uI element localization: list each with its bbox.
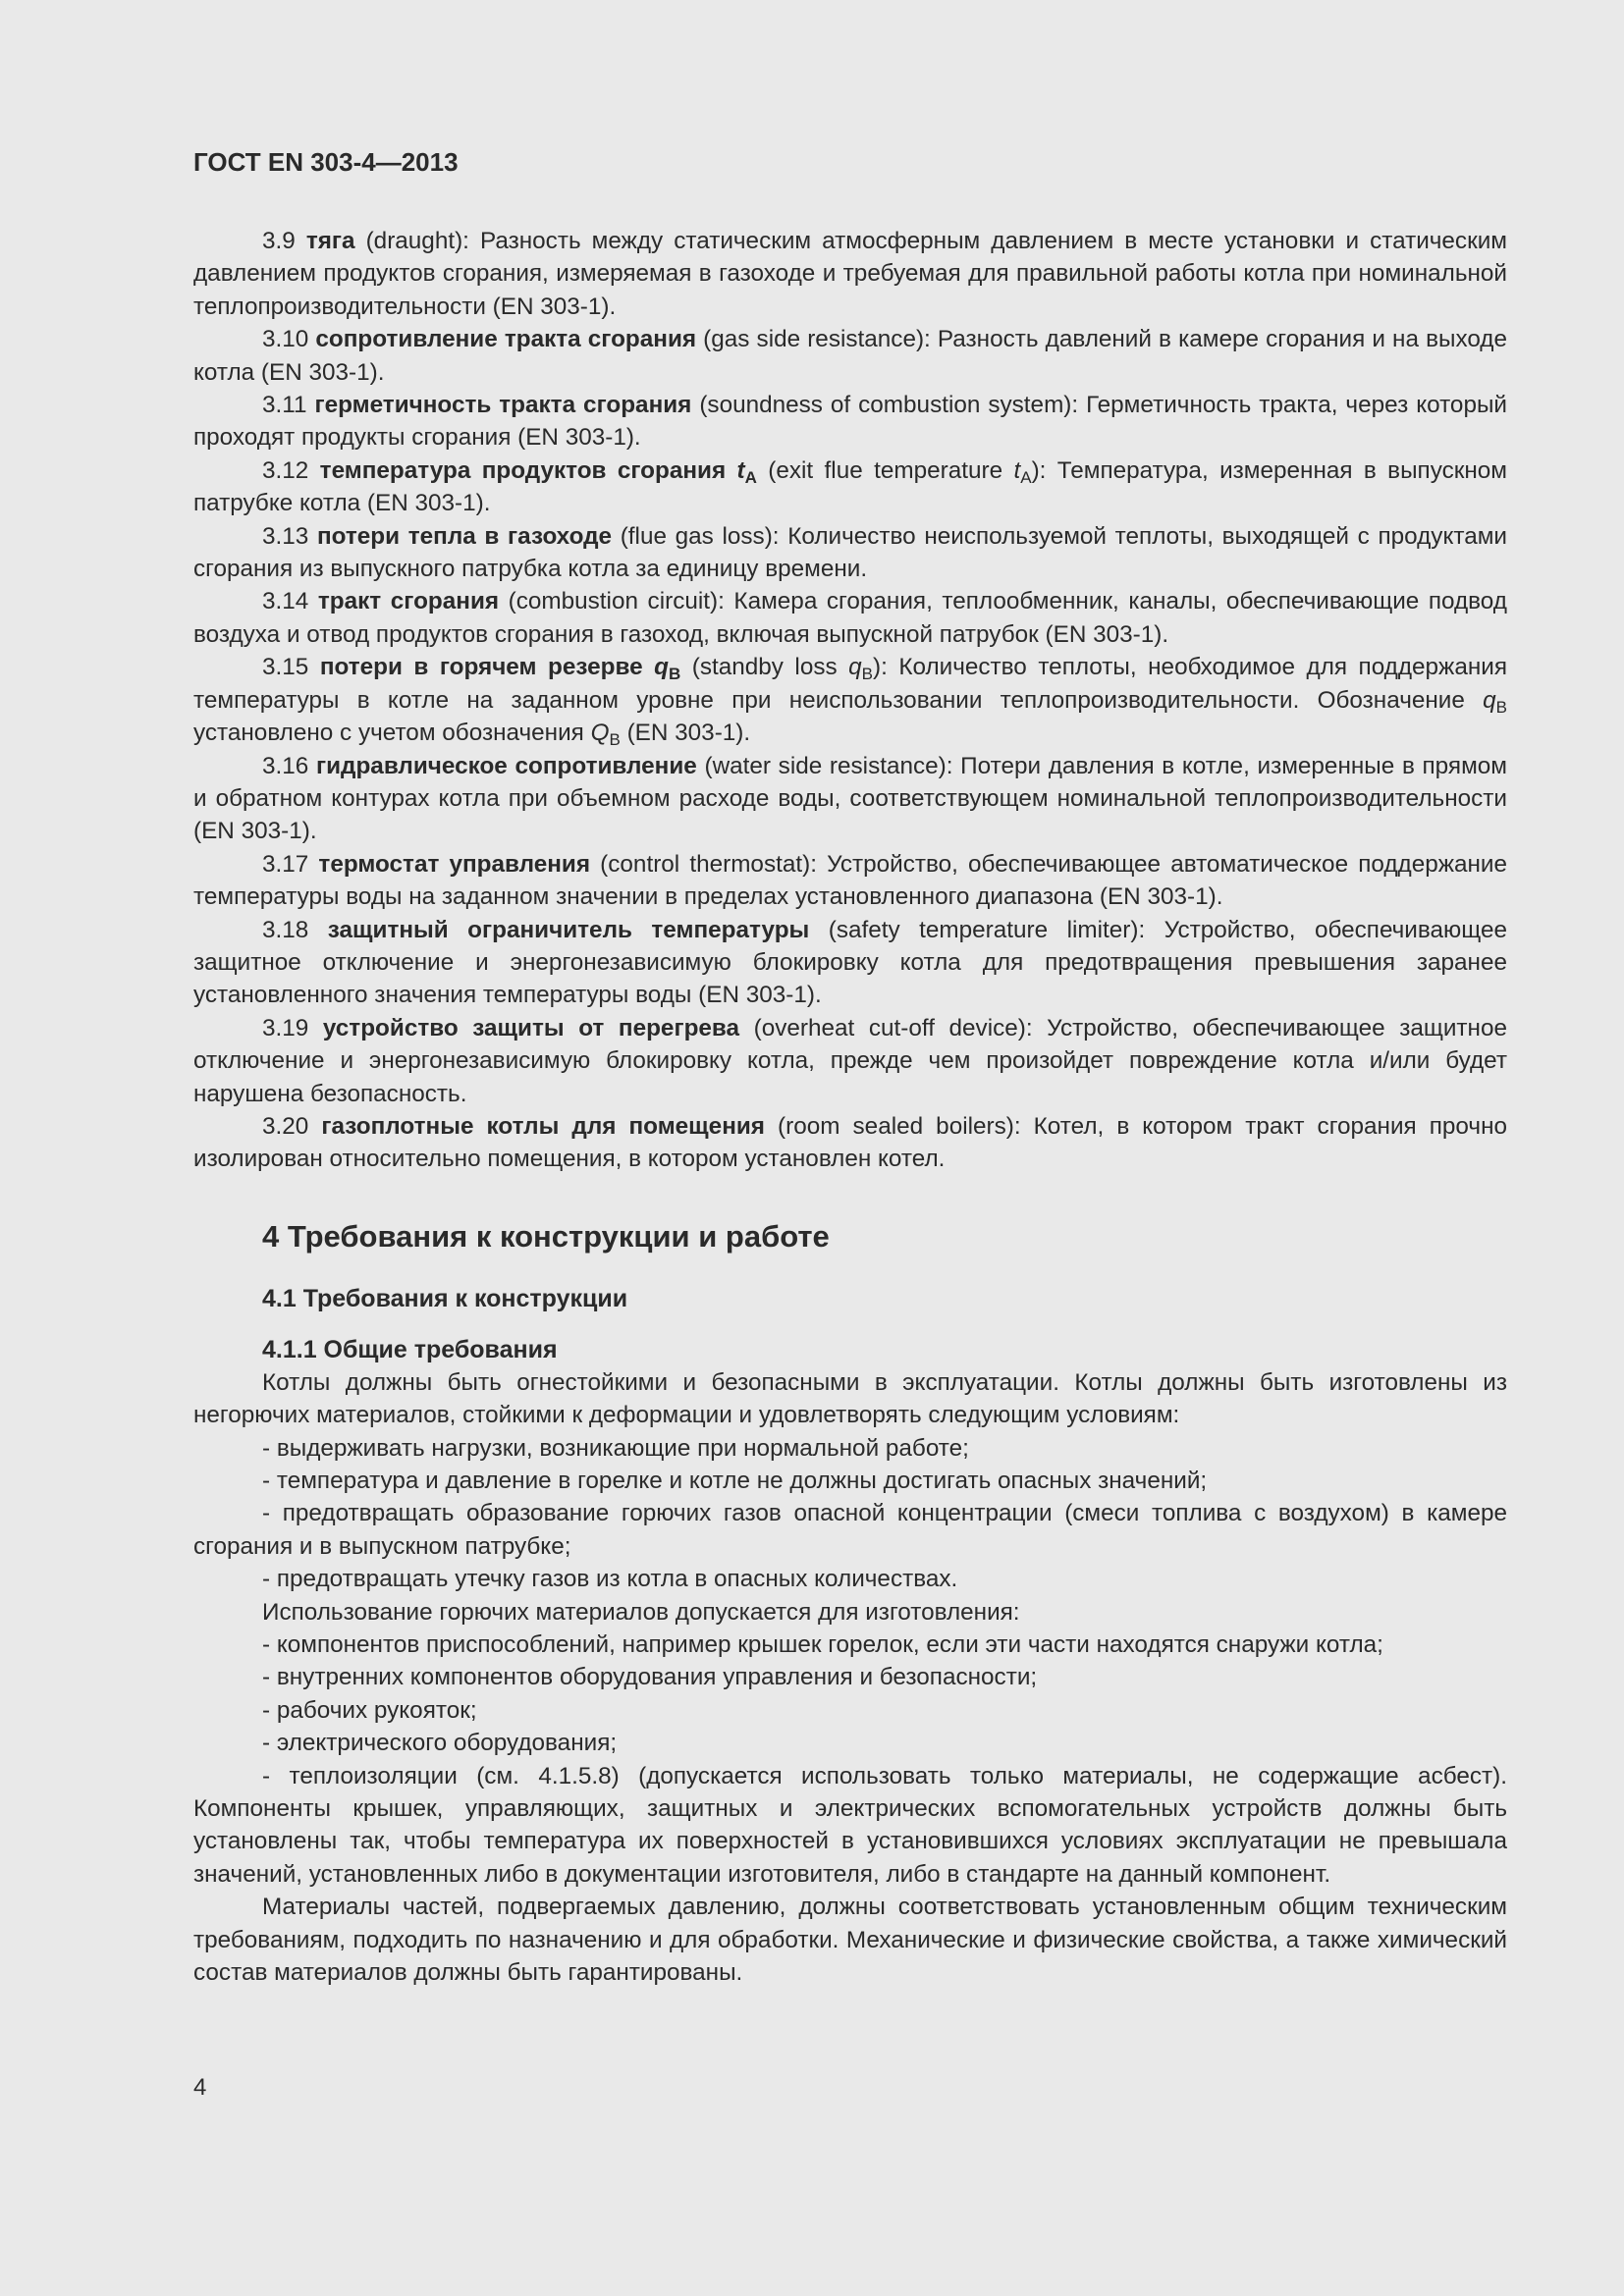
subsubsection-heading: 4.1.1 Общие требования <box>262 1335 558 1363</box>
symbol-sub: B <box>861 665 873 684</box>
list-item: - теплоизоляции (см. 4.1.5.8) (допускается использовать только материалы, не содержащие асбест). Компоненты крышек, управляющих, защитных и электрических вспомогательных устройств должны быть установлены так, чтобы температура их поверхностей в установившихся условиях эксплуатации не превышала значений, установленных либо в документации изготовителя, либо в стандарте на данный компонент. <box>193 1762 1507 1888</box>
term-definition: (combustion circuit): Камера сгорания, теплообменник, каналы, обеспечивающие подвод воздуха и отвод продуктов сгорания в газоход, включая выпускной патрубок (EN 303-1). <box>193 588 1507 648</box>
term-name: устройство защиты от перегрева <box>322 1014 740 1041</box>
list-item: - температура и давление в горелке и котле не должны достигать опасных значений; <box>262 1468 1208 1494</box>
term-definition: (gas side resistance): Разность давлений в камере сгорания и на выходе котла (EN 303-1). <box>193 326 1507 386</box>
term-name: сопротивление тракта сгорания <box>315 326 697 353</box>
term-number: 3.20 <box>262 1112 309 1140</box>
term-definition: ): Температура, измеренная в выпускном патрубке котла (EN 303-1). <box>193 456 1507 517</box>
term-number: 3.12 <box>262 456 309 484</box>
term-3-11 <box>193 389 1507 454</box>
term-definition: (safety temperature limiter): Устройство, обеспечивающее защитное отключение и энергонезависимую блокировку котла для предотвращения превышения заранее установленного значения температуры воды (EN 303-1). <box>193 916 1507 1009</box>
list-item: - компонентов приспособлений, например крышек горелок, если эти части находятся снаружи котла; <box>262 1631 1383 1659</box>
symbol-sub: B <box>1495 697 1507 717</box>
term-3-19 <box>193 1012 1507 1110</box>
symbol: q <box>654 654 669 681</box>
term-definition: ): Количество теплоты, необходимое для поддержания температуры в котле на заданном уровне при неиспользовании теплопроизводительности. Обозначение <box>193 654 1507 714</box>
term-name: потери тепла в газоходе <box>316 522 613 550</box>
symbol-sub: A <box>1020 467 1032 487</box>
term-number: 3.10 <box>262 326 309 353</box>
term-number: 3.13 <box>262 522 309 550</box>
list-item: - предотвращать образование горючих газов опасной концентрации (смеси топлива с воздухом) в камере сгорания и в выпускном патрубке; <box>193 1500 1507 1560</box>
page-number: 4 <box>193 2074 207 2101</box>
term-number: 3.11 <box>262 392 307 419</box>
term-3-12 <box>193 454 1507 520</box>
term-name: гидравлическое сопротивление <box>315 752 697 779</box>
term-name: температура продуктов сгорания <box>319 456 727 484</box>
symbol: q <box>848 654 862 681</box>
term-definition: (room sealed boilers): Котел, в котором тракт сгорания прочно изолирован относительно помещения, в котором установлен котел. <box>193 1112 1507 1173</box>
term-3-9 <box>193 225 1507 323</box>
term-definition: (soundness of combustion system): Герметичность тракта, через который проходят продукты сгорания (EN 303-1). <box>193 392 1507 452</box>
term-name: герметичность тракта сгорания <box>314 392 692 419</box>
term-number: 3.17 <box>262 850 309 878</box>
symbol-sub: B <box>668 665 681 684</box>
term-number: 3.9 <box>262 228 296 254</box>
term-name: термостат управления <box>318 850 591 878</box>
term-definition: установлено с учетом обозначения <box>193 720 591 747</box>
term-definition: (exit flue temperature <box>756 456 1014 484</box>
term-name: тяга <box>305 228 355 254</box>
term-3-18 <box>193 914 1507 1012</box>
term-3-13 <box>193 520 1507 586</box>
term-name: тракт сгорания <box>317 588 500 615</box>
term-name: газоплотные котлы для помещения <box>321 1112 765 1140</box>
list-item: - электрического оборудования; <box>262 1730 618 1757</box>
term-number: 3.19 <box>262 1014 309 1041</box>
term-definition: (draught): Разность между статическим атмосферным давлением в месте установки и статическим давлением продуктов сгорания, измеряемая в газоходе и требуемая для правильной работы котла при номинальной теплопроизводительности (EN 303-1). <box>193 228 1507 320</box>
term-3-20 <box>193 1110 1507 1176</box>
term-3-16 <box>193 750 1507 848</box>
paragraph: Материалы частей, подвергаемых давлению, должны соответствовать установленным общим техническим требованиям, подходить по назначению и для обработки. Механические и физические свойства, а также химический состав материалов должны быть гарантированы. <box>193 1894 1507 1987</box>
symbol-sub: B <box>609 730 621 750</box>
symbol: Q <box>590 720 610 747</box>
document-header: ГОСТ EN 303-4—2013 <box>193 147 459 177</box>
document-body <box>193 225 1507 1990</box>
term-definition: (control thermostat): Устройство, обеспечивающее автоматическое поддержание температуры воды на заданном значении в пределах установленного диапазона (EN 303-1). <box>193 850 1507 911</box>
term-definition: (standby loss <box>680 654 849 681</box>
term-3-10 <box>193 323 1507 389</box>
term-name: защитный ограничитель температуры <box>327 916 810 943</box>
term-definition: (flue gas loss): Количество неиспользуемой теплоты, выходящей с продуктами сгорания из выпускного патрубка котла за единицу времени. <box>193 522 1507 583</box>
term-3-14 <box>193 585 1507 651</box>
term-definition: (water side resistance): Потери давления в котле, измеренные в прямом и обратном контурах котла при объемном расходе воды, соответствующем номинальной теплопроизводительности (EN 303-1). <box>193 752 1507 845</box>
list-item: - предотвращать утечку газов из котла в опасных количествах. <box>262 1566 958 1593</box>
symbol: t <box>736 456 745 484</box>
term-name: потери в горячем резерве <box>319 654 643 681</box>
term-number: 3.16 <box>262 752 309 779</box>
symbol-sub: A <box>744 467 757 487</box>
paragraph: Использование горючих материалов допускается для изготовления: <box>262 1598 1020 1626</box>
symbol: t <box>1013 456 1021 484</box>
term-3-17 <box>193 848 1507 914</box>
term-number: 3.14 <box>262 588 309 615</box>
section-heading: 4 Требования к конструкции и работе <box>262 1218 830 1254</box>
list-item: - рабочих рукояток; <box>262 1696 477 1724</box>
term-number: 3.18 <box>262 916 309 943</box>
paragraph: Котлы должны быть огнестойкими и безопасными в эксплуатации. Котлы должны быть изготовлены из негорючих материалов, стойкими к деформации и удовлетворять следующим условиям: <box>193 1368 1507 1429</box>
symbol: q <box>1483 686 1496 714</box>
term-number: 3.15 <box>262 654 309 681</box>
subsection-heading: 4.1 Требования к конструкции <box>262 1284 628 1312</box>
list-item: - выдерживать нагрузки, возникающие при нормальной работе; <box>262 1434 969 1462</box>
list-item: - внутренних компонентов оборудования управления и безопасности; <box>262 1664 1038 1691</box>
term-definition: (EN 303-1). <box>620 720 751 747</box>
term-3-15 <box>193 651 1507 749</box>
term-definition: (overheat cut-off device): Устройство, обеспечивающее защитное отключение и энергонезависимую блокировку котла, прежде чем произойдет повреждение котла и/или будет нарушена безопасность. <box>193 1014 1507 1107</box>
